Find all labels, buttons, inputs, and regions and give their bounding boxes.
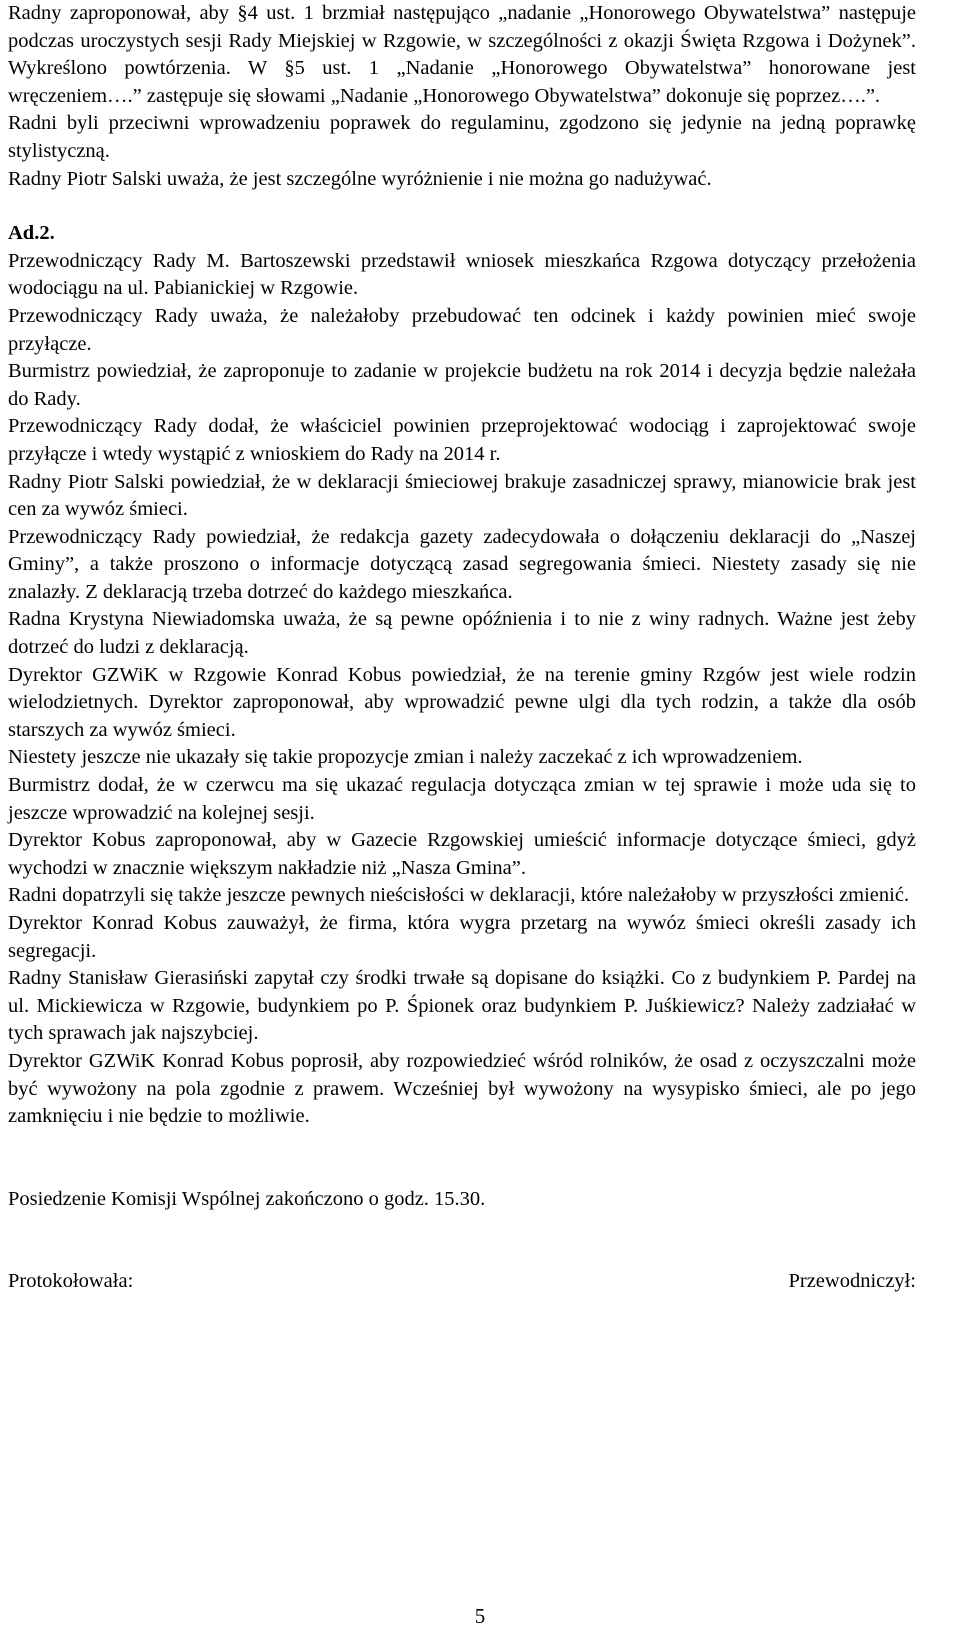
paragraph: Dyrektor Kobus zaproponował, aby w Gazecie Rzgowskiej umieścić informacje dotyczące śmieci, gdyż wychodzi w znacznie większym nakładzie niż „Nasza Gmina”. bbox=[8, 829, 916, 879]
paragraph: Radna Krystyna Niewiadomska uważa, że są pewne opóźnienia i to nie z winy radnych. Ważne jest żeby dotrzeć do ludzi z deklaracją. bbox=[8, 608, 916, 659]
paragraph: Radny Piotr Salski uważa, że jest szczególne wyróżnienie i nie można go nadużywać. bbox=[8, 167, 712, 190]
signature-right: Przewodniczył: bbox=[788, 1270, 916, 1293]
paragraph: Przewodniczący Rady powiedział, że redakcja gazety zadecydowała o dołączeniu deklaracji do „Naszej Gminy”, a także proszono o informacje dotyczącą zasad segregowania śmieci. Niestety zasady się nie znalazły. Z deklaracją trzeba dotrzeć do każdego mieszkańca. bbox=[8, 525, 916, 603]
paragraph: Radni dopatrzyli się także jeszcze pewnych nieścisłości w deklaracji, które należałoby w przyszłości zmienić. bbox=[8, 884, 910, 907]
paragraph: Dyrektor GZWiK Konrad Kobus poprosił, aby rozpowiedzieć wśród rolników, że osad z oczyszczalni może być wywożony na pola zgodnie z prawem. Wcześniej był wywożony na wysypisko śmieci, ale po jego zamknięciu i nie będzie to możliwie. bbox=[8, 1049, 916, 1128]
document-page bbox=[8, 0, 916, 1296]
paragraph: Przewodniczący Rady uważa, że należałoby przebudować ten odcinek i każdy powinien mieć swoje przyłącze. bbox=[8, 304, 916, 355]
page-number: 5 bbox=[474, 1604, 486, 1628]
section-heading: Ad.2. bbox=[8, 222, 55, 245]
paragraph: Burmistrz dodał, że w czerwcu ma się ukazać regulacja dotycząca zmian w tej sprawie i może uda się to jeszcze wprowadzić na kolejnej sesji. bbox=[8, 774, 916, 824]
paragraph: Przewodniczący Rady M. Bartoszewski przedstawił wniosek mieszkańca Rzgowa dotyczący przełożenia wodociągu na ul. Pabianickiej w Rzgowie. bbox=[8, 249, 916, 300]
signature-left: Protokołowała: bbox=[8, 1270, 134, 1293]
paragraph: Radny zaproponował, aby §4 ust. 1 brzmiał następująco „nadanie „Honorowego Obywatelstwa” następuje podczas uroczystych sesji Rady Miejskiej w Rzgowie, w szczególności z okazji Święta Rzgowa i Dożynek”. Wykreślono powtórzenia. W §5 ust. 1 „Nadanie „Honorowego Obywatelstwa” honorowane jest wręczeniem….” zastępuje się słowami „Nadanie „Honorowego Obywatelstwa” dokonuje się poprzez….”. bbox=[8, 2, 916, 107]
paragraph: Radny Stanisław Gierasiński zapytał czy środki trwałe są dopisane do książki. Co z budynkiem P. Pardej na ul. Mickiewicza w Rzgowie, budynkiem po P. Śpionek oraz budynkiem P. Juśkiewicz? Należy zadziałać w tych sprawach jak najszybciej. bbox=[8, 967, 916, 1045]
paragraph: Radni byli przeciwni wprowadzeniu poprawek do regulaminu, zgodzono się jedynie na jedną poprawkę stylistyczną. bbox=[8, 112, 916, 162]
paragraph: Przewodniczący Rady dodał, że właściciel powinien przeprojektować wodociąg i zaprojektować swoje przyłącze i wtedy wystąpić z wnioskiem do Rady na 2014 r. bbox=[8, 415, 916, 465]
paragraph: Dyrektor Konrad Kobus zauważył, że firma, która wygra przetarg na wywóz śmieci określi zasady ich segregacji. bbox=[8, 912, 916, 962]
signature-row bbox=[8, 1268, 916, 1296]
paragraph: Radny Piotr Salski powiedział, że w deklaracji śmieciowej brakuje zasadniczej sprawy, mianowicie brak jest cen za wywóz śmieci. bbox=[8, 470, 916, 521]
paragraph: Dyrektor GZWiK w Rzgowie Konrad Kobus powiedział, że na terenie gminy Rzgów jest wiele rodzin wielodzietnych. Dyrektor zaproponował, aby wprowadzić pewne ulgi dla tych rodzin, a także dla osób starszych za wywóz śmieci. bbox=[8, 663, 916, 741]
closing-statement: Posiedzenie Komisji Wspólnej zakończono o godz. 15.30. bbox=[8, 1187, 486, 1210]
paragraph: Niestety jeszcze nie ukazały się takie propozycje zmian i należy zaczekać z ich wprowadzeniem. bbox=[8, 746, 803, 769]
paragraph: Burmistrz powiedział, że zaproponuje to zadanie w projekcie budżetu na rok 2014 i decyzja będzie należała do Rady. bbox=[8, 360, 916, 410]
